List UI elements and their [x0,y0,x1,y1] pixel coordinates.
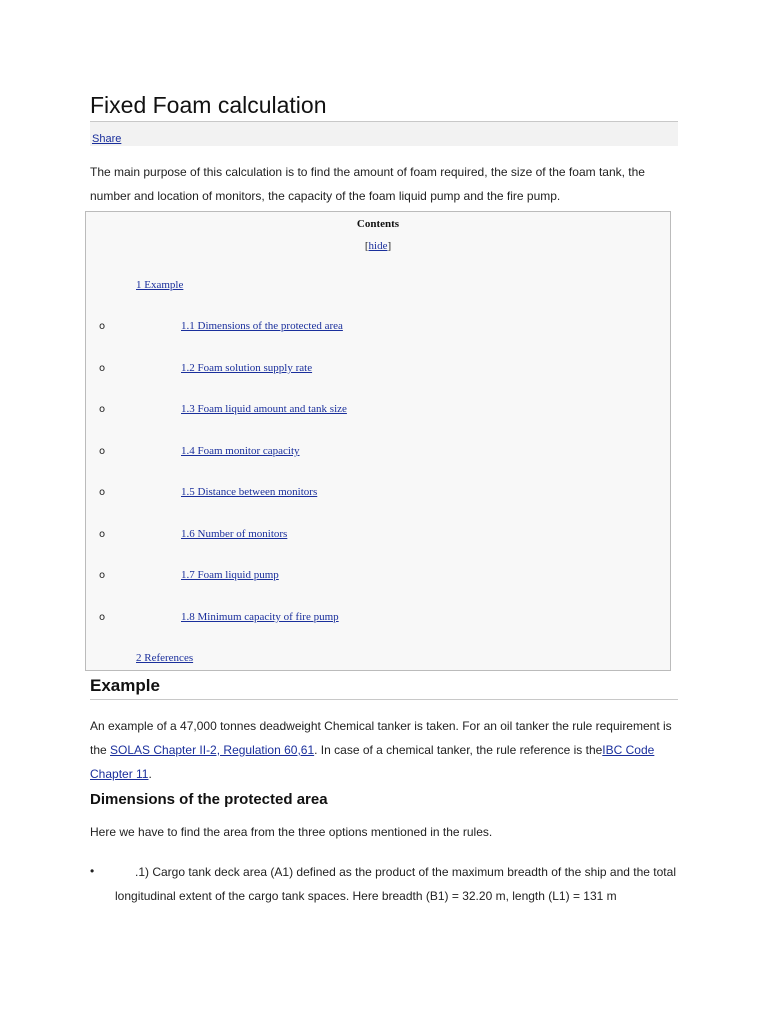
solas-link[interactable]: SOLAS Chapter II-2, Regulation 60,61 [110,743,315,757]
page-title: Fixed Foam calculation [90,92,327,118]
share-link[interactable]: Share [92,133,122,145]
toc-item-minimum-fire-pump[interactable]: 1.8 Minimum capacity of fire pump [181,611,339,623]
example-text: An example of a 47,000 tonnes deadweight Chemical tanker is taken. For an oil tanker the rule requirement is the [90,719,672,757]
toc-item-distance-between-monitors[interactable]: 1.5 Distance between monitors [181,486,318,498]
toc-sub-bullet: o [99,363,106,374]
dimensions-intro: Here we have to find the area from the three options mentioned in the rules. [90,825,493,839]
example-text: . [148,767,152,781]
toc-sub-bullet: o [99,612,106,623]
toc-item-number-of-monitors[interactable]: 1.6 Number of monitors [181,528,288,540]
toc-sub-bullet: o [99,570,106,581]
toc-hide-open-bracket: [ [364,240,369,252]
toc-hide-close-bracket: ] [387,240,392,252]
ibc-code-link[interactable]: IBC Code Chapter 11 [90,743,655,781]
toc-sub-bullet: o [99,446,106,457]
table-of-contents [85,211,671,671]
example-paragraph [90,714,678,786]
toc-item-foam-liquid-amount[interactable]: 1.3 Foam liquid amount and tank size [181,403,347,415]
subsection-heading-dimensions: Dimensions of the protected area [90,791,328,808]
example-text: . In case of a chemical tanker, the rule reference is the [314,743,603,757]
toc-hide-link[interactable]: hide [368,240,388,252]
toc-item-foam-solution-supply-rate[interactable]: 1.2 Foam solution supply rate [181,362,313,374]
toc-sub-bullet: o [99,529,106,540]
toc-item-example[interactable]: 1 Example [136,279,184,291]
toc-hide-toggle [86,240,670,252]
list-item [115,860,680,908]
toc-item-foam-liquid-pump[interactable]: 1.7 Foam liquid pump [181,569,279,581]
toc-sub-bullet: o [99,321,106,332]
toc-item-foam-monitor-capacity[interactable]: 1.4 Foam monitor capacity [181,445,300,457]
toc-sub-bullet: o [99,404,106,415]
toc-title: Contents [356,218,400,230]
section-heading-example: Example [90,676,160,695]
toc-sub-bullet: o [99,487,106,498]
share-bar [90,122,678,146]
toc-item-dimensions[interactable]: 1.1 Dimensions of the protected area [181,320,343,332]
list-bullet: • [90,864,95,878]
section-divider [90,699,678,700]
intro-paragraph: The main purpose of this calculation is to find the amount of foam required, the size of the foam tank, the number and location of monitors, the capacity of the foam liquid pump and the fire pump. [90,165,645,203]
list-item-text: .1) Cargo tank deck area (A1) defined as the product of the maximum breadth of the ship and the total longitudinal extent of the cargo tank spaces. Here breadth (B1) = 32.20 m, length (L1) = 131 m [115,865,676,903]
toc-item-references[interactable]: 2 References [136,652,194,664]
